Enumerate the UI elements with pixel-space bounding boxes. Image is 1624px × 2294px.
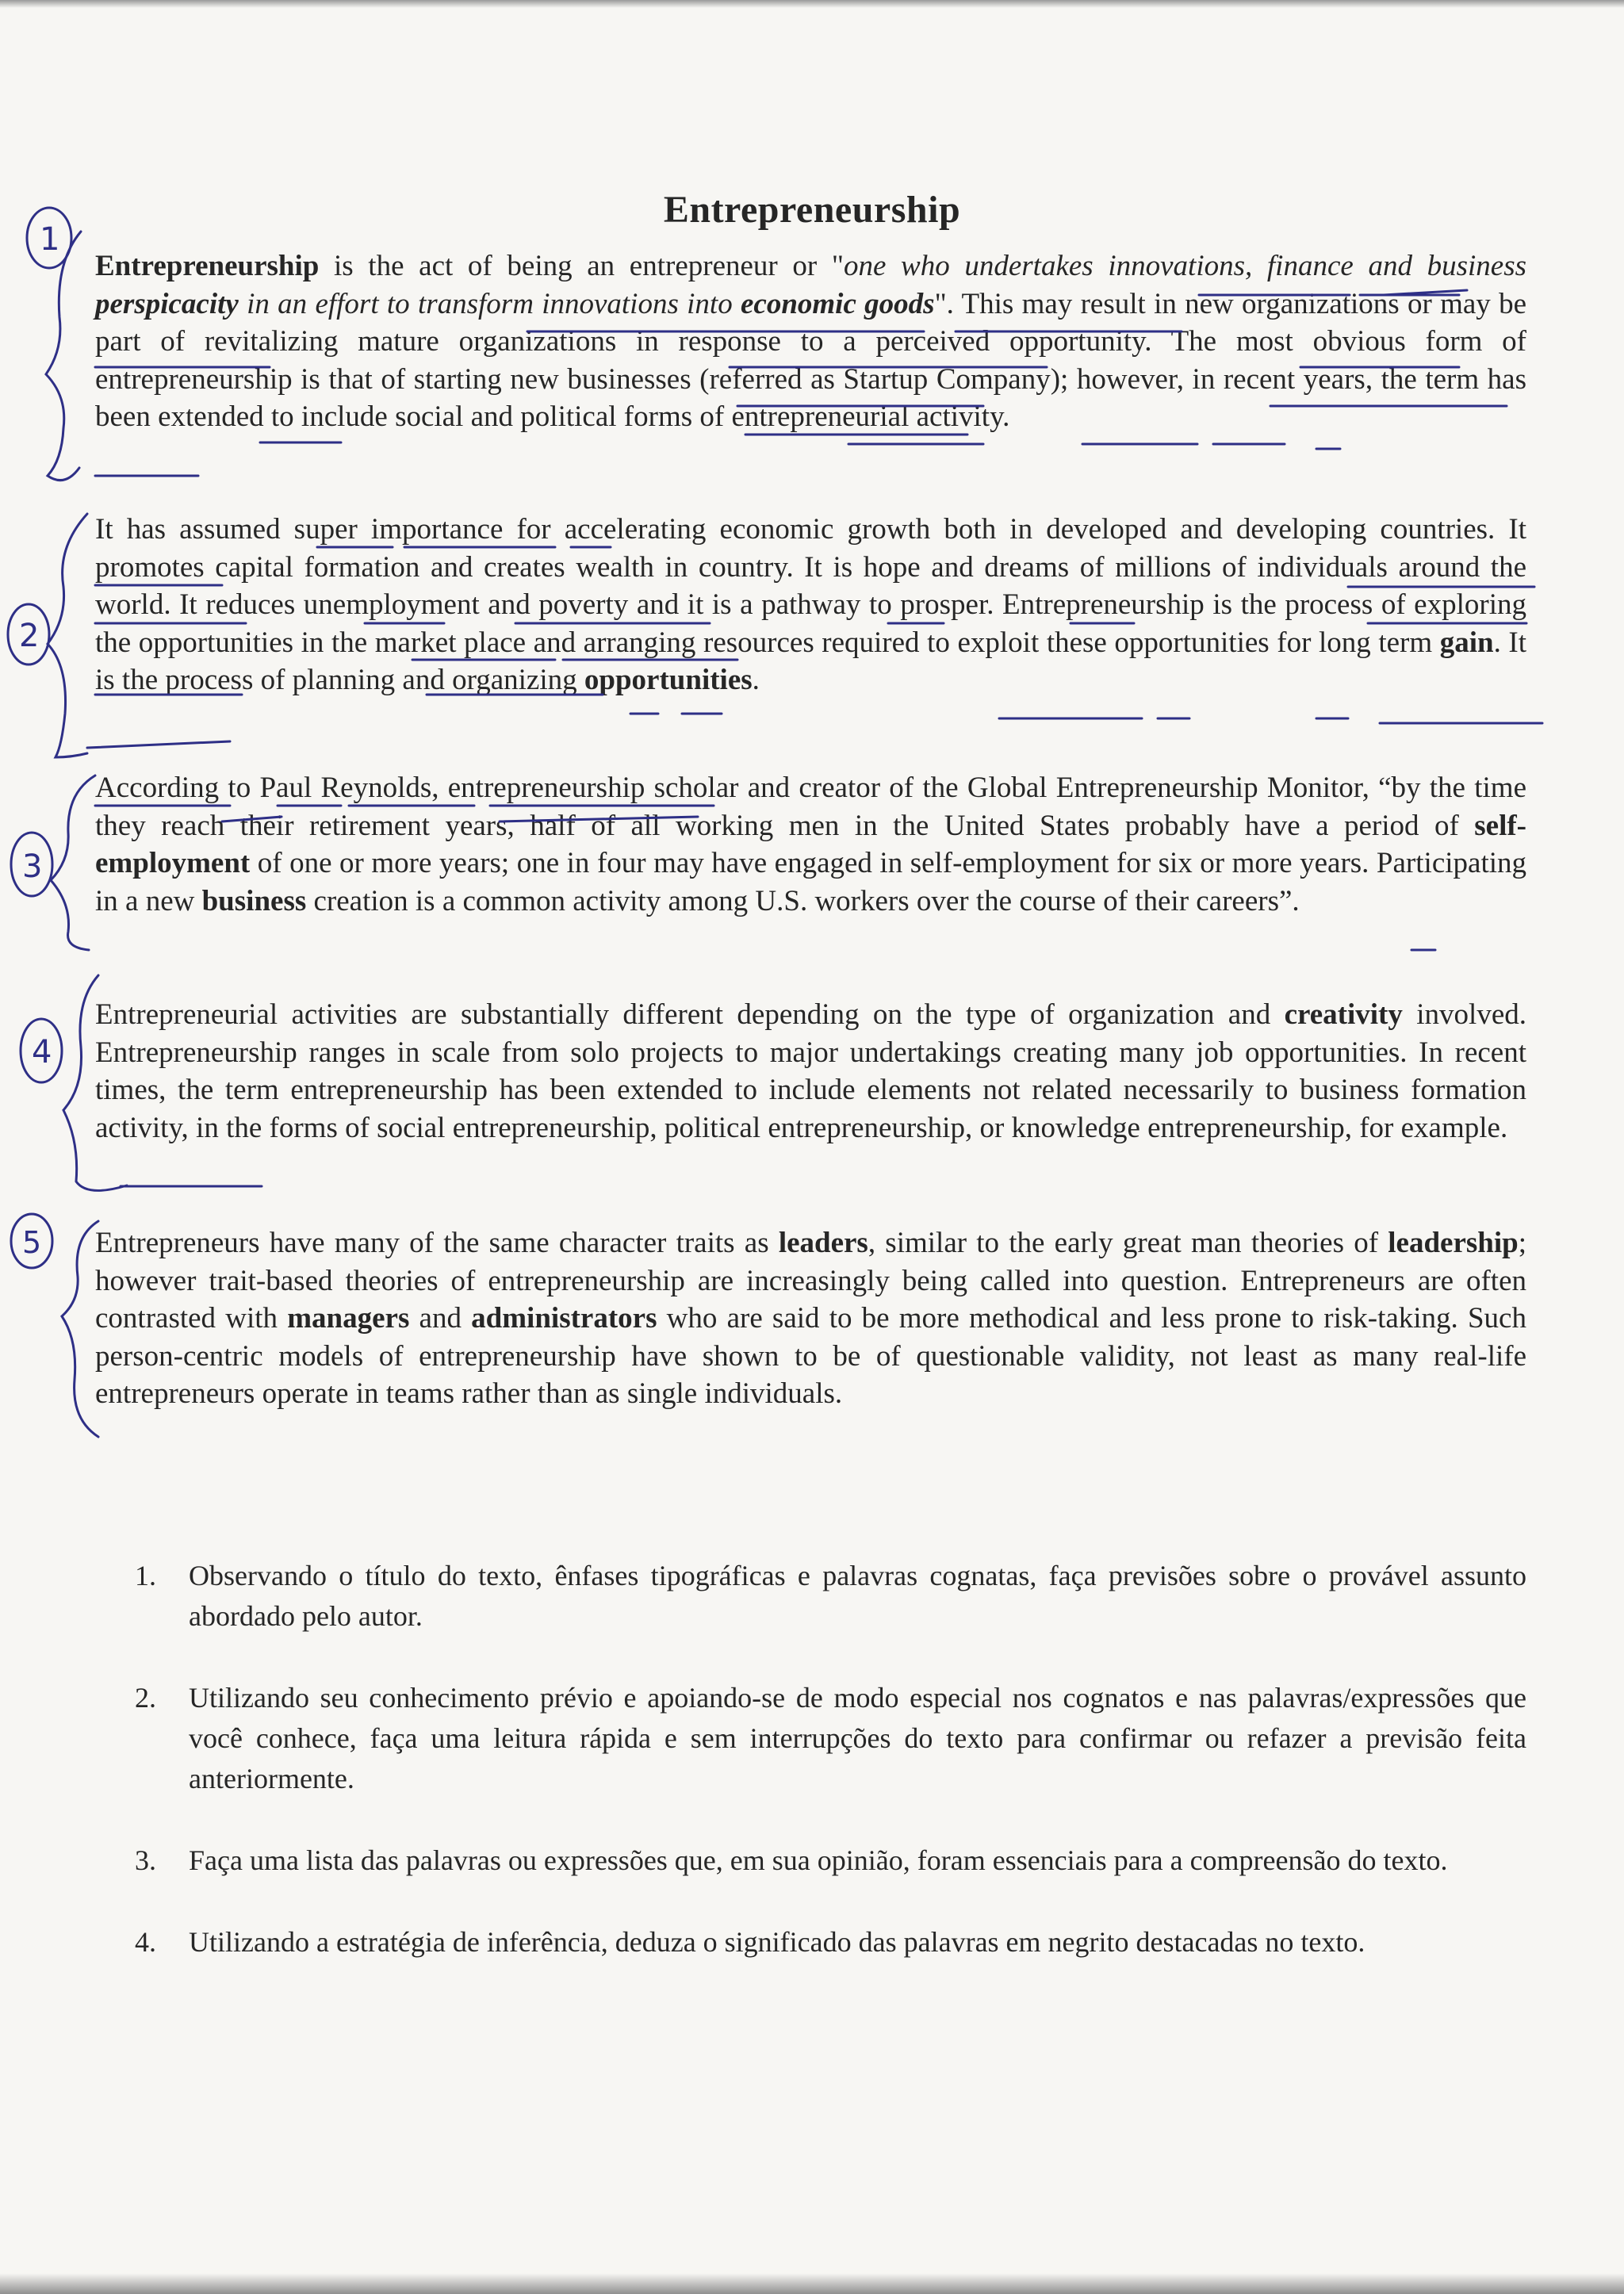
svg-text:5: 5 [22, 1225, 42, 1260]
question-item [135, 1840, 1526, 1881]
text-run: of one or more years; one in four may have engaged in self-employment for six or more years. Participating in a new [95, 847, 1526, 917]
text-run: Entrepreneurial activities are substantially different depending on the type of organization and [95, 998, 1285, 1031]
text-run: It has assumed super importance for accelerating economic growth both in developed and developing countries. It promotes capital formation and creates wealth in country. It is hope and dreams of millions of individuals around the world. It reduces unemployment and poverty and it is a pathway to prosper. Entrepreneurship is the process of exploring the opportunities in the market place and arranging resources required to exploit these opportunities for long term [95, 513, 1526, 659]
text-run: . [752, 664, 760, 696]
text-run: managers [287, 1302, 410, 1335]
page-title: Entrepreneurship [663, 189, 961, 232]
svg-text:4: 4 [32, 1034, 52, 1070]
scan-edge-top [0, 0, 1624, 8]
text-run: is the act of being an entrepreneur or " [319, 250, 844, 282]
question-number: 2. [135, 1682, 156, 1714]
text-run: leaders [778, 1227, 868, 1259]
question-item [135, 1922, 1526, 1963]
text-run: self-employment [95, 809, 1526, 879]
question-number: 3. [135, 1844, 156, 1876]
question-item [135, 1556, 1526, 1637]
text-run: . It is the process of planning and organizing [95, 626, 1527, 696]
svg-text:3: 3 [22, 848, 43, 885]
question-number: 4. [135, 1926, 156, 1958]
text-run: creation is a common activity among U.S. workers over the course of their careers”. [306, 884, 1300, 917]
margin-brace-2 [48, 514, 87, 757]
text-run: Entrepreneurs have many of the same character traits as [95, 1227, 779, 1259]
margin-number-2 [8, 604, 49, 664]
margin-number-5 [11, 1214, 52, 1268]
paragraph-4 [95, 996, 1526, 1147]
text-run: administrators [471, 1302, 657, 1335]
margin-brace-1 [46, 232, 81, 481]
paragraph-1 [95, 247, 1526, 436]
margin-number-4 [21, 1019, 62, 1082]
text-run: who are said to be more methodical and less prone to risk-taking. Such person-centric models of entrepreneurship have shown to be of questionable validity, not least as many real-life entrepreneurs operate in teams rather than as single individuals. [95, 1302, 1526, 1410]
question-text: Utilizando seu conhecimento prévio e apoiando-se de modo especial nos cognatos e nas palavras/expressões que você conhece, faça uma leitura rápida e sem interrupções do texto para confirmar ou refazer a previsão feita anteriormente. [189, 1682, 1526, 1794]
question-text: Faça uma lista das palavras ou expressões que, em sua opinião, foram essenciais para a compreensão do texto. [189, 1844, 1448, 1876]
scan-edge-bottom [0, 2273, 1624, 2294]
text-run: ". This may result in new organizations or may be part of revitalizing mature organizations in response to a perceived opportunity. The most obvious form of entrepreneurship is that of starting new businesses (referred as Startup Company); however, in recent years, the term has been extended to include social and political forms of entrepreneurial activity. [95, 287, 1526, 433]
paragraph-3 [95, 769, 1526, 920]
text-run: creativity [1284, 998, 1403, 1031]
text-run: , similar to the early great man theories of [868, 1227, 1388, 1259]
text-run: opportunities [584, 664, 753, 696]
question-text: Observando o título do texto, ênfases tipográficas e palavras cognatas, faça previsões sobre o provável assunto abordado pelo autor. [189, 1560, 1526, 1632]
text-run: business [201, 884, 307, 917]
text-run: one who undertakes innovations, finance and business [843, 250, 1526, 282]
margin-number-3 [11, 833, 52, 896]
text-run: Entrepreneurship [95, 250, 320, 282]
question-list [135, 1556, 1526, 2004]
text-run: According to Paul Reynolds, entrepreneurship scholar and creator of the Global Entrepreneurship Monitor, “by the time they reach their retirement years, half of all working men in the United States probably have a period of [95, 772, 1526, 842]
question-item [135, 1678, 1526, 1799]
question-number: 1. [135, 1560, 156, 1591]
svg-text:2: 2 [19, 618, 40, 654]
paragraph-5 [95, 1224, 1526, 1413]
margin-brace-5 [62, 1221, 98, 1437]
text-run: in an effort to transform innovations into [238, 287, 741, 320]
text-run: economic goods [740, 287, 935, 320]
question-text: Utilizando a estratégia de inferência, deduza o significado das palavras em negrito destacadas no texto. [189, 1926, 1365, 1958]
text-run: ; however trait-based theories of entrepreneurship are increasingly being called into question. Entrepreneurs are often contrasted with [95, 1227, 1526, 1335]
text-run: gain [1439, 626, 1494, 659]
svg-text:1: 1 [40, 221, 60, 258]
text-run: leadership [1388, 1227, 1519, 1259]
text-run: perspicacity [95, 287, 239, 320]
margin-brace-3 [51, 776, 95, 950]
text-run: involved. Entrepreneurship ranges in scale from solo projects to major undertakings creating many job opportunities. In recent times, the term entrepreneurship has been extended to include elements not related necessarily to business formation activity, in the forms of social entrepreneurship, political entrepreneurship, or knowledge entrepreneurship, for example. [95, 998, 1526, 1144]
text-run: and [409, 1302, 472, 1335]
paragraph-2 [95, 511, 1526, 699]
